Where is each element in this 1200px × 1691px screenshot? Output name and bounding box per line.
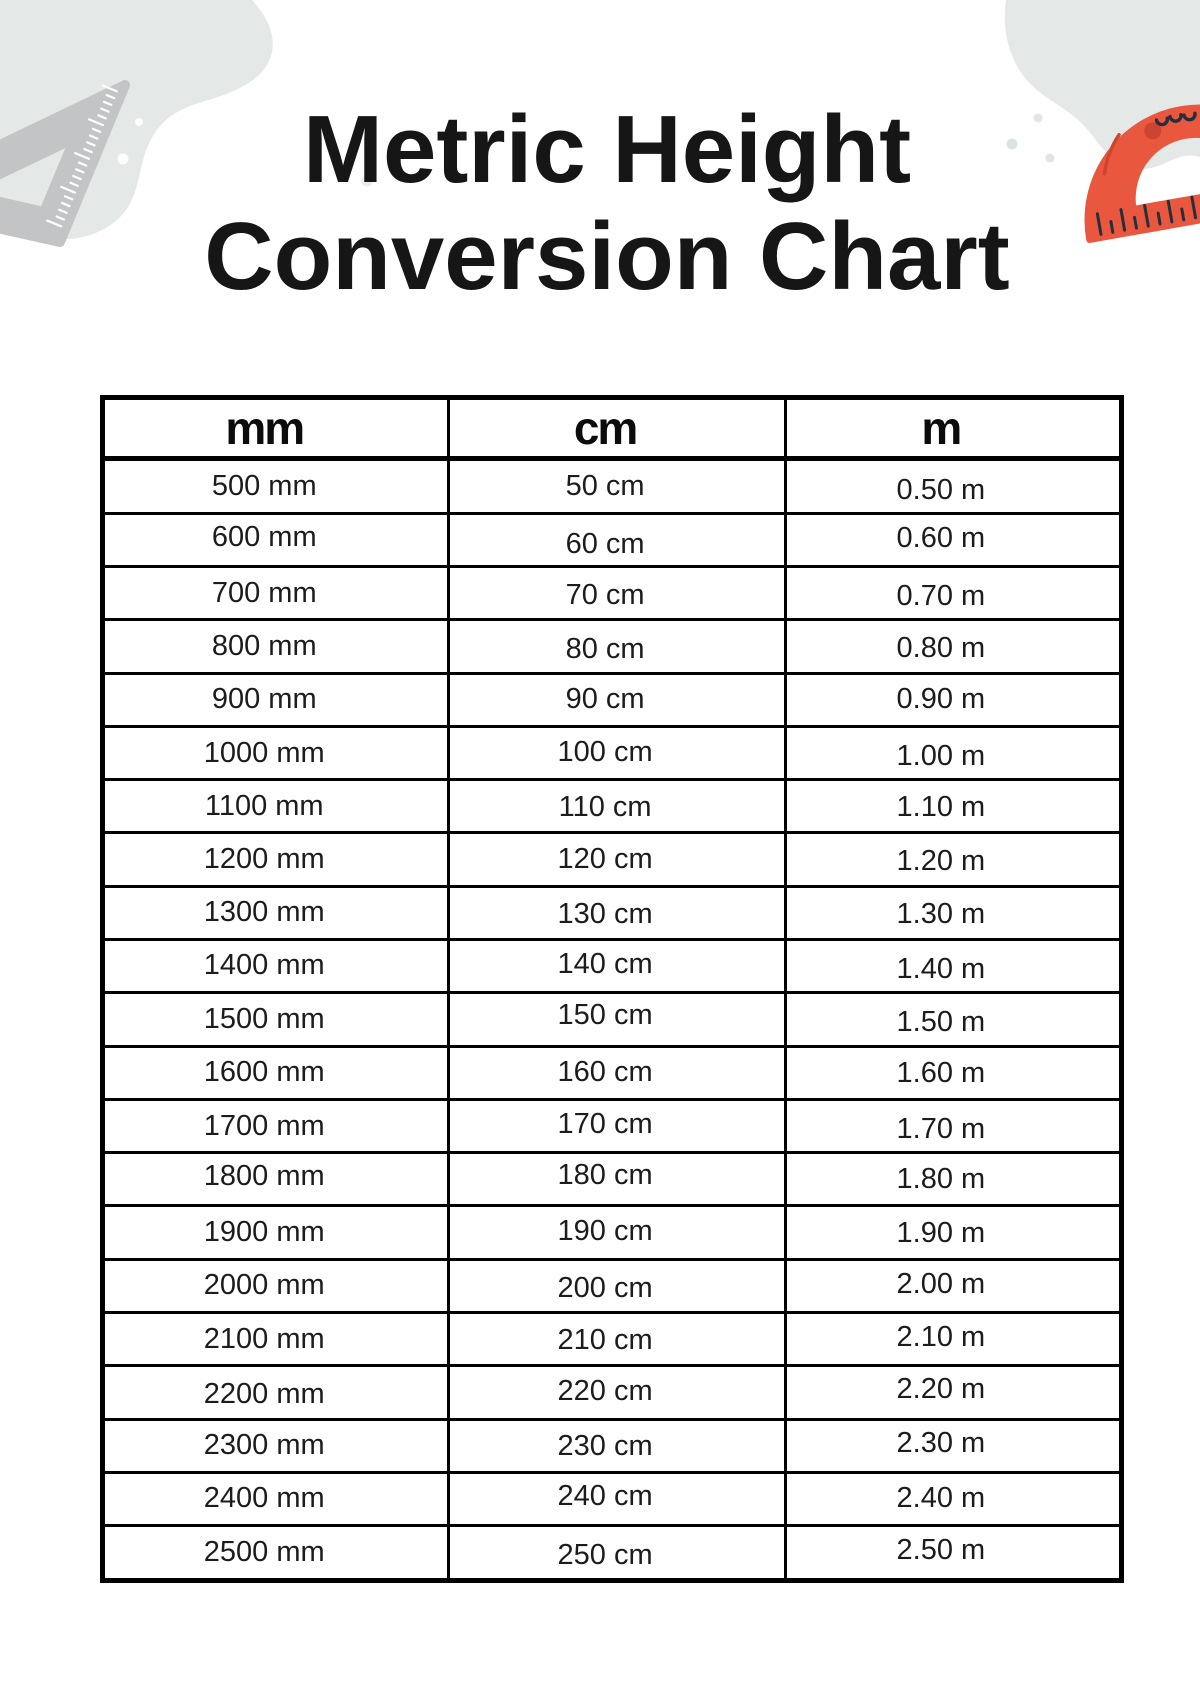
title-line-1: Metric Height xyxy=(302,96,912,203)
cell-m: 1.30 m xyxy=(785,886,1121,939)
table-row xyxy=(103,780,1122,833)
cell-mm: 2100 mm xyxy=(103,1312,449,1365)
table-row xyxy=(103,1526,1122,1581)
cell-m: 0.90 m xyxy=(785,673,1121,726)
cell-mm: 2400 mm xyxy=(103,1472,449,1525)
table-row xyxy=(103,673,1122,726)
cell-mm: 1200 mm xyxy=(103,833,449,886)
cell-cm: 60 cm xyxy=(449,513,785,566)
table-row xyxy=(103,1153,1122,1206)
table-row xyxy=(103,620,1122,673)
cell-mm: 2200 mm xyxy=(103,1366,449,1419)
cell-mm: 1300 mm xyxy=(103,886,449,939)
header-cm: cm xyxy=(449,398,785,459)
table-row xyxy=(103,833,1122,886)
cell-m: 2.20 m xyxy=(785,1366,1121,1419)
cell-m: 0.60 m xyxy=(785,513,1121,566)
cell-mm: 1700 mm xyxy=(103,1099,449,1152)
table-row xyxy=(103,513,1122,566)
table-row xyxy=(103,1259,1122,1312)
cell-mm: 500 mm xyxy=(103,459,449,514)
cell-cm: 190 cm xyxy=(449,1206,785,1259)
cell-mm: 1000 mm xyxy=(103,726,449,779)
cell-m: 0.70 m xyxy=(785,567,1121,620)
cell-mm: 2300 mm xyxy=(103,1419,449,1472)
header-m: m xyxy=(785,398,1121,459)
cell-cm: 110 cm xyxy=(449,780,785,833)
table-row xyxy=(103,940,1122,993)
table-row xyxy=(103,1366,1122,1419)
cell-cm: 70 cm xyxy=(449,567,785,620)
cell-cm: 50 cm xyxy=(449,459,785,514)
cell-m: 0.80 m xyxy=(785,620,1121,673)
cell-cm: 150 cm xyxy=(449,993,785,1046)
cell-cm: 140 cm xyxy=(449,940,785,993)
table-row xyxy=(103,886,1122,939)
title-line-2: Conversion Chart xyxy=(204,203,1010,310)
cell-cm: 180 cm xyxy=(449,1153,785,1206)
cell-m: 2.10 m xyxy=(785,1312,1121,1365)
cell-mm: 800 mm xyxy=(103,620,449,673)
cell-m: 1.60 m xyxy=(785,1046,1121,1099)
cell-m: 1.20 m xyxy=(785,833,1121,886)
cell-m: 2.40 m xyxy=(785,1472,1121,1525)
cell-mm: 1400 mm xyxy=(103,940,449,993)
table-row xyxy=(103,1312,1122,1365)
conversion-table xyxy=(100,395,1124,1583)
cell-cm: 230 cm xyxy=(449,1419,785,1472)
cell-m: 1.50 m xyxy=(785,993,1121,1046)
cell-cm: 90 cm xyxy=(449,673,785,726)
cell-cm: 100 cm xyxy=(449,726,785,779)
cell-mm: 1500 mm xyxy=(103,993,449,1046)
table-row xyxy=(103,1472,1122,1525)
cell-mm: 1600 mm xyxy=(103,1046,449,1099)
cell-m: 1.70 m xyxy=(785,1099,1121,1152)
cell-m: 2.00 m xyxy=(785,1259,1121,1312)
table-body xyxy=(103,459,1122,1581)
cell-mm: 600 mm xyxy=(103,513,449,566)
table-row xyxy=(103,1419,1122,1472)
cell-mm: 700 mm xyxy=(103,567,449,620)
cell-cm: 80 cm xyxy=(449,620,785,673)
cell-m: 2.30 m xyxy=(785,1419,1121,1472)
cell-mm: 900 mm xyxy=(103,673,449,726)
cell-mm: 2500 mm xyxy=(103,1526,449,1581)
header-mm: mm xyxy=(103,398,449,459)
header-row xyxy=(103,398,1122,459)
cell-cm: 130 cm xyxy=(449,886,785,939)
cell-mm: 1800 mm xyxy=(103,1153,449,1206)
cell-cm: 120 cm xyxy=(449,833,785,886)
cell-cm: 250 cm xyxy=(449,1526,785,1581)
table-row xyxy=(103,726,1122,779)
table-row xyxy=(103,1099,1122,1152)
cell-m: 1.80 m xyxy=(785,1153,1121,1206)
cell-cm: 170 cm xyxy=(449,1099,785,1152)
cell-mm: 2000 mm xyxy=(103,1259,449,1312)
cell-m: 1.10 m xyxy=(785,780,1121,833)
table-row xyxy=(103,1046,1122,1099)
table-row xyxy=(103,567,1122,620)
cell-cm: 200 cm xyxy=(449,1259,785,1312)
cell-m: 1.00 m xyxy=(785,726,1121,779)
cell-mm: 1100 mm xyxy=(103,780,449,833)
cell-cm: 210 cm xyxy=(449,1312,785,1365)
table-row xyxy=(103,459,1122,514)
cell-cm: 240 cm xyxy=(449,1472,785,1525)
cell-m: 1.90 m xyxy=(785,1206,1121,1259)
cell-cm: 160 cm xyxy=(449,1046,785,1099)
cell-m: 1.40 m xyxy=(785,940,1121,993)
cell-m: 0.50 m xyxy=(785,459,1121,514)
cell-mm: 1900 mm xyxy=(103,1206,449,1259)
table-row xyxy=(103,1206,1122,1259)
table-row xyxy=(103,993,1122,1046)
cell-m: 2.50 m xyxy=(785,1526,1121,1581)
page-title xyxy=(0,96,1200,310)
cell-cm: 220 cm xyxy=(449,1366,785,1419)
